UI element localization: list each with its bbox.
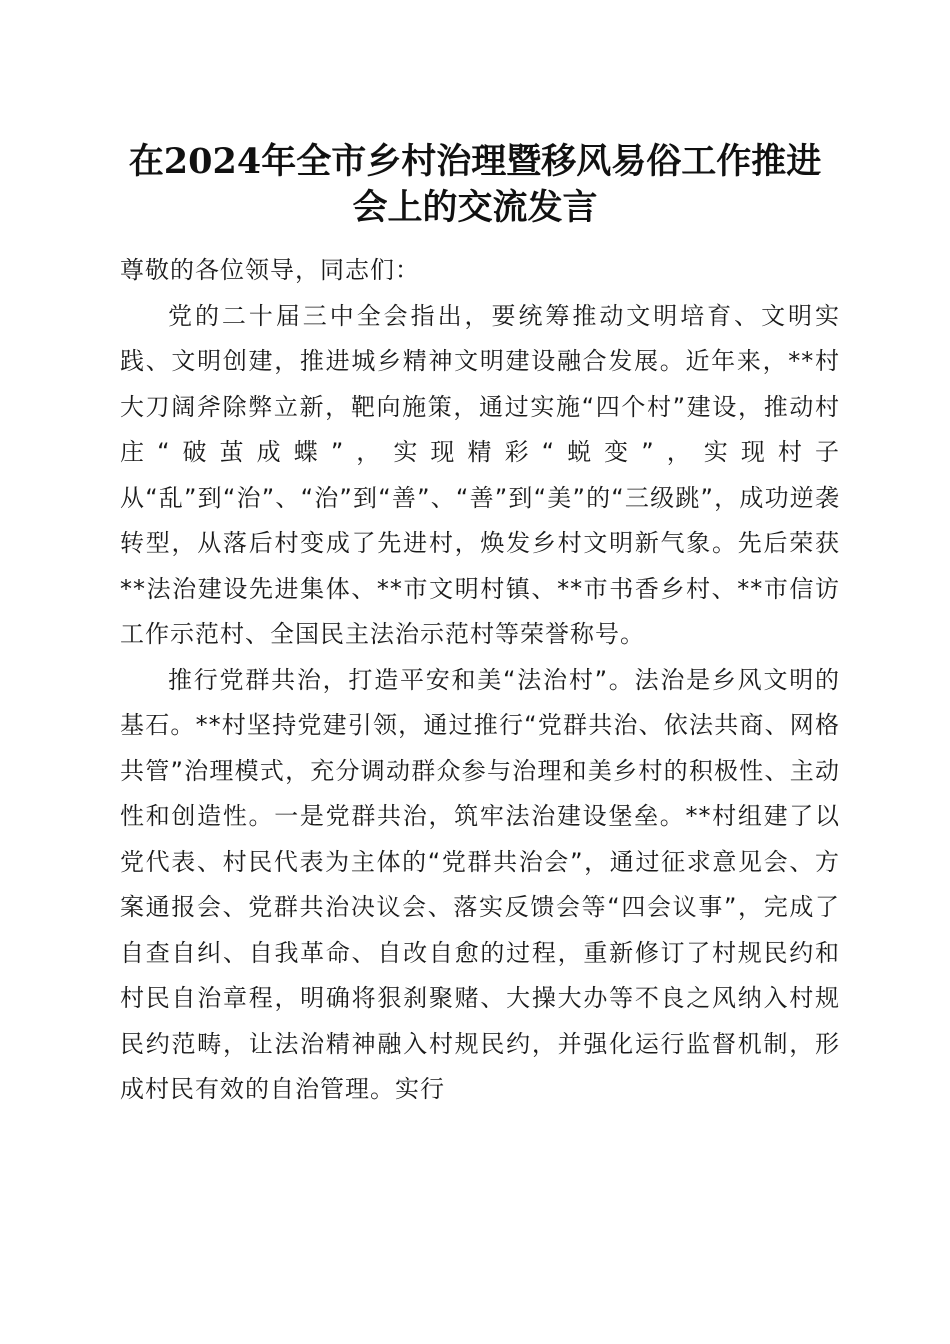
- document-title-line-1: 在2024年全市乡村治理暨移风易俗工作推进: [128, 141, 822, 182]
- salutation: 尊敬的各位领导，同志们：: [120, 256, 420, 284]
- paragraph-2: 推行党群共治，打造平安和美“法治村”。法治是乡风文明的基石。**村坚持党建引领，通过推行“党群共治、依法共商、网格共管”治理模式，充分调动群众参与治理和美乡村的积极性、主动性和创造性。一是党群共治，筑牢法治建设堡垒。**村组建了以党代表、村民代表为主体的“党群共治会”，通过征求意见会、方案通报会、党群共治决议会、落实反馈会等“四会议事”，完成了自查自纠、自我革命、自改自愈的过程，重新修订了村规民约和村民自治章程，明确将狠刹聚赌、大操大办等不良之风纳入村规民约范畴，让法治精神融入村规民约，并强化运行监督机制，形成村民有效的自治管理。实行: [120, 665, 840, 1103]
- document-title-line-2: 会上的交流发言: [352, 187, 598, 228]
- document-body: [120, 248, 840, 1113]
- paragraph-1: 党的二十届三中全会指出，要统筹推动文明培育、文明实践、文明创建，推进城乡精神文明建设融合发展。近年来，**村大刀阔斧除弊立新，靶向施策，通过实施“四个村”建设，推动村庄“破茧成蝶”，实现精彩“蜕变”，实现村子从“乱”到“治”、“治”到“善”、“善”到“美”的“三级跳”，成功逆袭转型，从落后村变成了先进村，焕发乡村文明新气象。先后荣获**法治建设先进集体、**市文明村镇、**市书香乡村、**市信访工作示范村、全国民主法治示范村等荣誉称号。: [120, 301, 840, 648]
